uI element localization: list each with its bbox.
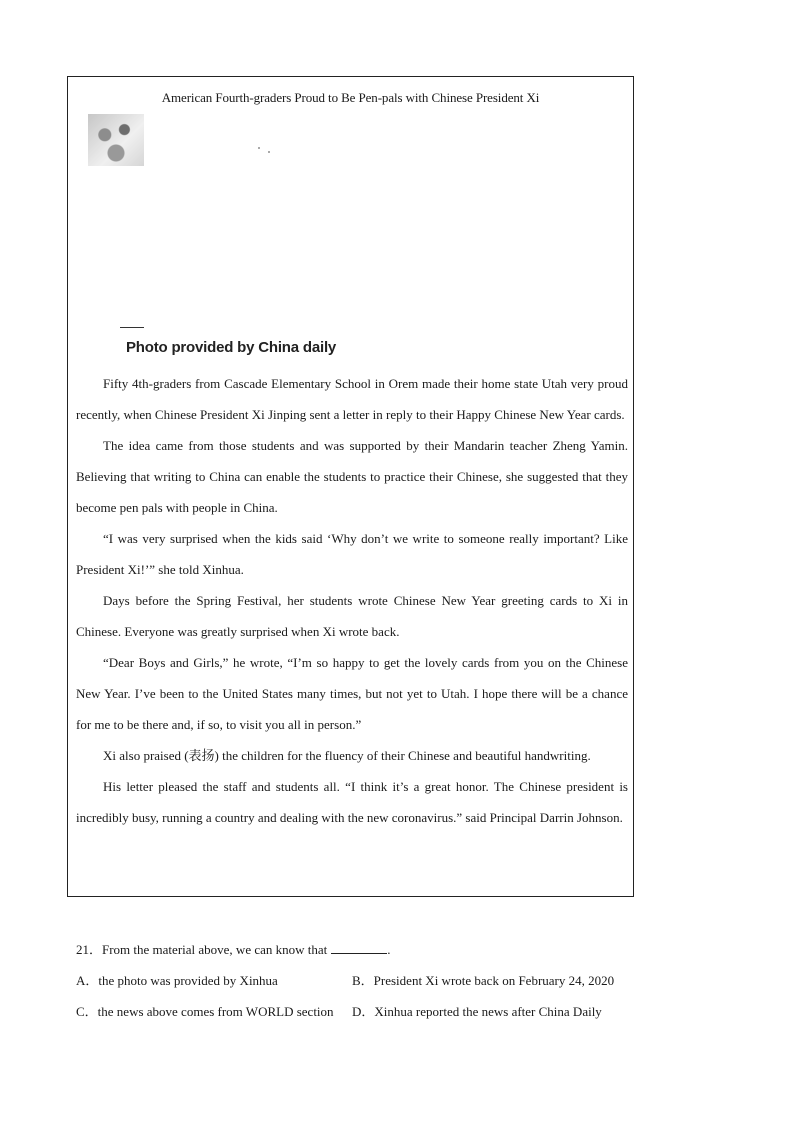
option-a[interactable]: A．the photo was provided by Xinhua: [76, 973, 278, 988]
answer-blank: [331, 941, 387, 954]
article-body: [76, 368, 628, 833]
article-frame: [67, 76, 634, 897]
question-stem-text: 21．From the material above, we can know that: [76, 942, 328, 957]
paragraph: “I was very surprised when the kids said ‘Why don’t we write to someone really important? Like President Xi!’” she told Xinhua.: [76, 531, 628, 577]
photo-speck: [258, 147, 260, 149]
question-stem-end: .: [387, 942, 391, 957]
option-c[interactable]: C．the news above comes from WORLD section: [76, 1004, 334, 1019]
question-stem: [76, 934, 656, 965]
question-21: [76, 934, 656, 1027]
paragraph: Fifty 4th-graders from Cascade Elementary School in Orem made their home state Utah very proud recently, when Chinese President Xi Jinping sent a letter in reply to their Happy Chinese New Year cards.: [76, 376, 628, 422]
option-d[interactable]: D．Xinhua reported the news after China Daily: [352, 1004, 602, 1019]
paragraph: The idea came from those students and was supported by their Mandarin teacher Zheng Yamin. Believing that writing to China can enable the students to practice their Chinese, she suggested that they become pen pals with people in China.: [76, 438, 628, 515]
photo-speck: [268, 151, 270, 153]
paragraph: “Dear Boys and Girls,” he wrote, “I’m so happy to get the lovely cards from you on the Chinese New Year. I’ve been to the United States many times, but not yet to Utah. I hope there will be a chance for me to be there and, if so, to visit you all in person.”: [76, 655, 628, 732]
paragraph: Days before the Spring Festival, her students wrote Chinese New Year greeting cards to Xi in Chinese. Everyone was greatly surprised when Xi wrote back.: [76, 593, 628, 639]
option-b[interactable]: B．President Xi wrote back on February 24, 2020: [352, 973, 615, 988]
paragraph: Xi also praised (表扬) the children for the fluency of their Chinese and beautiful handwriting.: [103, 748, 591, 763]
article-photo: [88, 114, 144, 166]
article-title: American Fourth-graders Proud to Be Pen-pals with Chinese President Xi: [161, 90, 540, 105]
options-row-1: [76, 965, 656, 996]
options-row-2: [76, 996, 656, 1027]
photo-caption: Photo provided by China daily: [126, 339, 337, 356]
photo-divider: [120, 327, 144, 328]
paragraph: His letter pleased the staff and students all. “I think it’s a great honor. The Chinese president is incredibly busy, running a country and dealing with the new coronavirus.” said Principal Darrin Johnson.: [76, 779, 628, 825]
